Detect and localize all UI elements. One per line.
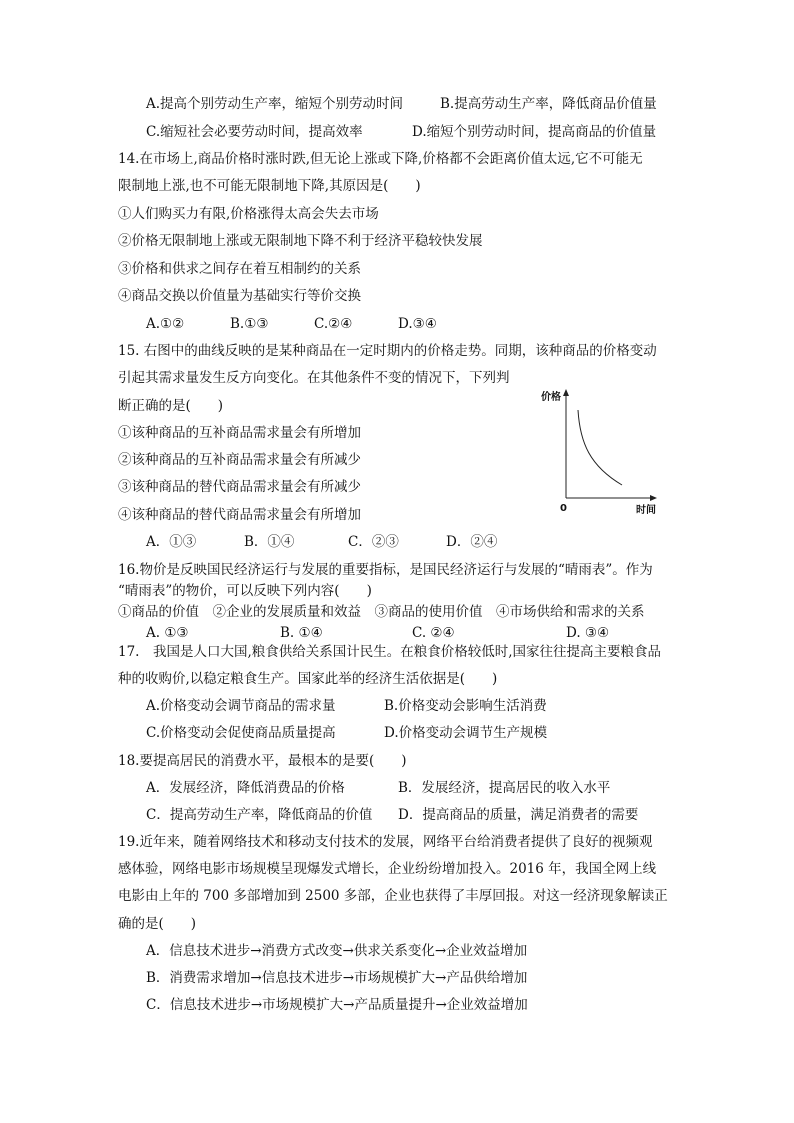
- q17-option-d: D.价格变动会调节生产规模: [384, 725, 548, 741]
- q18-option-d: D．提高商品的质量，满足消费者的需要: [398, 807, 639, 823]
- q15-option-b: B．①④: [244, 534, 295, 550]
- q14-statement-3: ③价格和供求之间存在着互相制约的关系: [118, 261, 361, 277]
- q13-option-c: C.缩短社会必要劳动时间，提高效率: [146, 124, 363, 140]
- q15-statement-2: ②该种商品的互补商品需求量会有所减少: [118, 452, 361, 468]
- q17-stem-line-1: 17. 我国是人口大国,粮食供给关系国计民生。在粮食价格较低时,国家往往提高主要粮食品: [118, 644, 662, 660]
- q15-stem-line-1: 15. 右图中的曲线反映的是某种商品在一定时期内的价格走势。同期，该种商品的价格变动: [118, 343, 657, 359]
- q15-option-a: A．①③: [146, 534, 197, 550]
- q18-option-c: C．提高劳动生产率，降低商品的价值: [146, 807, 373, 823]
- graph-origin-label: 0: [560, 503, 567, 514]
- q17-option-b: B.价格变动会影响生活消费: [384, 698, 547, 714]
- price-curve: [578, 410, 622, 485]
- graph-y-label: 价格: [541, 392, 561, 403]
- q13-option-d: D.缩短个别劳动时间，提高商品的价值量: [412, 124, 657, 140]
- q18-option-a: A．发展经济，降低消费品的价格: [146, 780, 345, 796]
- q19-option-a: A．信息技术进步→消费方式改变→供求关系变化→企业效益增加: [146, 943, 528, 959]
- q14-option-a: A.①②: [146, 316, 185, 332]
- q19-stem-line-1: 19.近年来，随着网络技术和移动支付技术的发展，网络平台给消费者提供了良好的视频观: [118, 834, 653, 850]
- q17-option-c: C.价格变动会促使商品质量提高: [146, 725, 336, 741]
- q16-option-c: C. ②④: [412, 625, 455, 641]
- q15-option-d: D．②④: [446, 534, 498, 550]
- q19-option-b: B．消费需求增加→信息技术进步→市场规模扩大→产品供给增加: [146, 970, 528, 986]
- q19-stem-line-2: 感体验，网络电影市场规模呈现爆发式增长，企业纷纷增加投入。2016 年，我国全网上线: [118, 861, 657, 877]
- y-axis-arrow: [563, 389, 569, 396]
- q15-option-c: C．②③: [348, 534, 399, 550]
- q15-statement-3: ③该种商品的替代商品需求量会有所减少: [118, 479, 361, 495]
- q16-option-d: D. ③④: [566, 625, 610, 641]
- q14-option-d: D.③④: [398, 316, 437, 332]
- q14-statement-2: ②价格无限制地上涨或无限制地下降不利于经济平稳较快发展: [118, 233, 483, 249]
- q18-stem: 18.要提高居民的消费水平，最根本的是要( ): [118, 753, 407, 769]
- q14-stem-line-1: 14.在市场上,商品价格时涨时跌,但无论上涨或下降,价格都不会距离价值太远,它不可能无: [118, 151, 643, 167]
- q16-option-b: B. ①④: [280, 625, 323, 641]
- price-time-graph: [538, 388, 668, 518]
- q13-option-b: B.提高劳动生产率，降低商品价值量: [440, 96, 657, 112]
- q16-stem-line-2: “晴雨表”的物价，可以反映下列内容( ): [118, 583, 372, 599]
- x-axis-arrow: [650, 495, 657, 501]
- q16-statements: ①商品的价值 ②企业的发展质量和效益 ③商品的使用价值 ④市场供给和需求的关系: [118, 604, 645, 620]
- q14-option-c: C.②④: [314, 316, 353, 332]
- q14-option-b: B.①③: [230, 316, 269, 332]
- graph-x-label: 时间: [636, 505, 656, 516]
- q14-stem-line-2: 限制地上涨,也不可能无限制地下降,其原因是( ): [118, 178, 421, 194]
- q16-option-a: A. ①③: [146, 625, 189, 641]
- q14-statement-4: ④商品交换以价值量为基础实行等价交换: [118, 288, 361, 304]
- q17-option-a: A.价格变动会调节商品的需求量: [146, 698, 336, 714]
- q17-stem-line-2: 种的收购价,以稳定粮食生产。国家此举的经济生活依据是( ): [118, 671, 498, 687]
- q13-option-a: A.提高个别劳动生产率，缩短个别劳动时间: [146, 96, 404, 112]
- q15-statement-1: ①该种商品的互补商品需求量会有所增加: [118, 425, 361, 441]
- q19-stem-line-4: 确的是( ): [118, 916, 197, 932]
- q15-stem-line-2: 引起其需求量发生反方向变化。在其他条件不变的情况下，下列判: [118, 370, 510, 386]
- q15-statement-4: ④该种商品的替代商品需求量会有所增加: [118, 507, 361, 523]
- q19-option-c: C．信息技术进步→市场规模扩大→产品质量提升→企业效益增加: [146, 997, 528, 1013]
- q18-option-b: B．发展经济，提高居民的收入水平: [398, 780, 611, 796]
- q14-statement-1: ①人们购买力有限,价格涨得太高会失去市场: [118, 206, 379, 222]
- q15-stem-line-3: 断正确的是( ): [118, 398, 224, 414]
- q19-stem-line-3: 电影由上年的 700 多部增加到 2500 多部，企业也获得了丰厚回报。对这一经济现象解读正: [118, 888, 668, 904]
- price-curve-figure: [538, 388, 668, 518]
- q16-stem-line-1: 16.物价是反映国民经济运行与发展的重要指标，是国民经济运行与发展的“晴雨表”。作为: [118, 562, 653, 578]
